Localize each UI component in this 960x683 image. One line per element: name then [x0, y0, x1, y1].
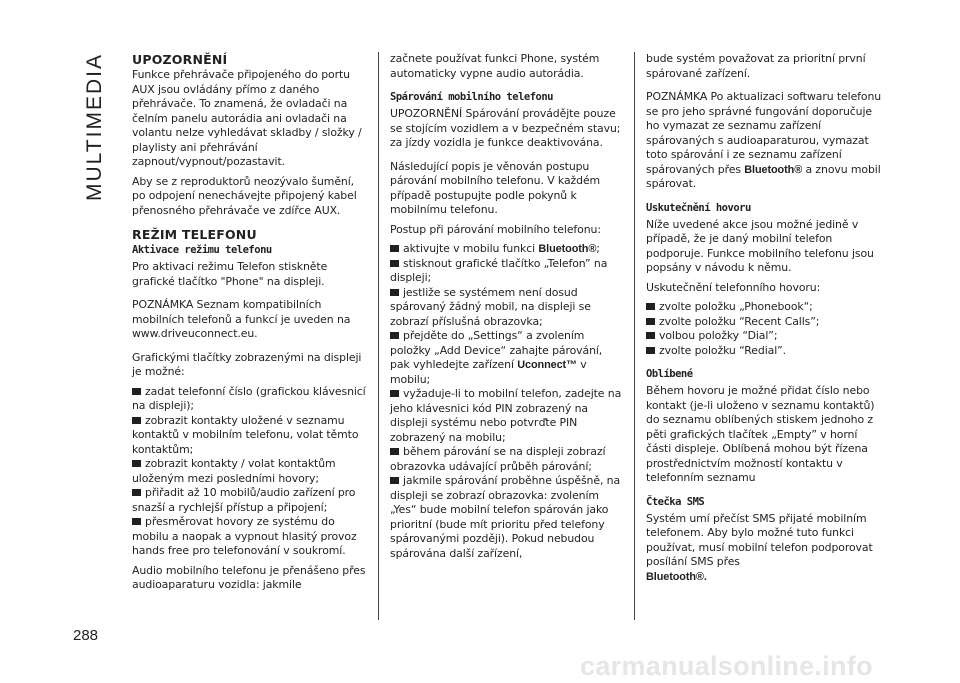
column-divider: [634, 52, 635, 620]
watermark-text: carmanualsonline.info: [580, 651, 873, 681]
list-item: jakmile spárování proběhne úspěšně, na displeji se zobrazí obrazovka: zvolením „Yes“ bude mobilní telefon spárován jako prioritní (bude mít prioritu před telefony spárovanými později). Pokud nebudou spárována další zařízení,: [390, 474, 621, 560]
list-item: aktivujte v mobilu funkci Bluetooth®;: [390, 242, 622, 257]
square-bullet-icon: [132, 518, 141, 525]
subheading-aktivace: Aktivace režimu telefonu: [132, 244, 272, 256]
column-divider: [378, 52, 379, 620]
paragraph: Pro aktivaci režimu Telefon stiskněte grafické tlačítko "Phone" na displeji.: [132, 260, 328, 288]
square-bullet-icon: [390, 332, 399, 339]
square-bullet-icon: [132, 489, 141, 496]
list-item: stisknout grafické tlačítko „Telefon” na displeji;: [390, 256, 608, 284]
text-column-2: [390, 52, 622, 566]
list-item: přiřadit až 10 mobilů/audio zařízení pro snazší a rychlejší přístup a připojení;: [132, 486, 356, 514]
list-item: vyžaduje-li to mobilní telefon, zadejte na jeho klávesnici kód PIN zobrazený na displeji systému nebo potvrďte PIN zobrazený na mobilu;: [390, 387, 622, 444]
list-item: během párování se na displeji zobrazí obrazovka udávající průběh párování;: [390, 445, 606, 473]
paragraph: Postup při párování mobilního telefonu:: [390, 222, 601, 236]
note-paragraph: UPOZORNĚNÍ Spárování provádějte pouze se stojícím vozidlem a v bezpečném stavu; za jízdy vozidla je funkce deaktivována.: [390, 107, 621, 149]
list-item: zobrazit kontakty uložené v seznamu kontaktů v mobilním telefonu, volat těmto kontaktům;: [132, 413, 359, 456]
subheading-sparovani: Spárování mobilního telefonu: [390, 91, 554, 103]
subheading-uskutecneni: Uskutečnění hovoru: [646, 201, 751, 214]
paragraph: Funkce přehrávače připojeného do portu AUX jsou ovládány přímo z daného přehrávače. To znamená, že ovladači na čelním panelu autorádia ani ovladači na volantu nelze vyhledávat skladby / složky / playlisty ani přehrávání zapnout/vypnout/pozastavit.: [132, 68, 362, 168]
square-bullet-icon: [646, 318, 655, 325]
paragraph: Systém umí přečíst SMS přijaté mobilním telefonem. Aby bylo možné tuto funkci používat, musí mobilní telefon podporovat posílání SMS přes Bluetooth®.: [646, 511, 873, 583]
bullet-list: [132, 385, 368, 559]
note-paragraph: POZNÁMKA Seznam kompatibilních mobilních telefonů a funkcí je uveden na www.driveuconnect.eu.: [132, 298, 351, 340]
list-item: zadat telefonní číslo (grafickou klávesnicí na displeji);: [132, 384, 366, 412]
list-item: zvolte položku “Recent Calls”;: [646, 315, 884, 330]
square-bullet-icon: [390, 245, 399, 252]
paragraph: bude systém považovat za prioritní první spárované zařízení.: [646, 52, 866, 80]
list-item: zobrazit kontakty / volat kontaktům uloženým mezi posledními hovory;: [132, 457, 336, 485]
paragraph: Grafickými tlačítky zobrazenými na displeji je možné:: [132, 350, 362, 378]
note-paragraph: POZNÁMKA Po aktualizaci softwaru telefonu se pro jeho správné fungování doporučuje ho vymazat ze seznamu zařízení spárovaných s audioaparaturou, vymazat toto spárování i ze seznamu zařízení spárovaných přes Bluetooth® a znovu mobil spárovat.: [646, 90, 882, 190]
square-bullet-icon: [646, 347, 655, 354]
square-bullet-icon: [390, 390, 399, 397]
text-column-1: [132, 52, 368, 598]
paragraph: Uskutečnění telefonního hovoru:: [646, 280, 821, 294]
square-bullet-icon: [132, 460, 141, 467]
paragraph: Aby se z reproduktorů neozývalo šumění, po odpojení nenechávejte připojený kabel přenosného přehrávače ve zdířce AUX.: [132, 174, 357, 217]
paragraph: Níže uvedené akce jsou možné jedině v případě, že je daný mobilní telefon podporuje. Funkce mobilního telefonu jsou popsány v návodu k němu.: [646, 217, 874, 274]
square-bullet-icon: [132, 388, 141, 395]
square-bullet-icon: [132, 417, 141, 424]
subheading-oblibene: Oblíbené: [646, 368, 693, 380]
paragraph: Během hovoru je možné přidat číslo nebo kontakt (je-li uloženo v seznamu kontaktů) do seznamu oblíbených stiskem jednoho z pěti grafických tlačítek „Empty” v horní části displeje. Oblíbená mohou být řízena prostřednictvím možností kontaktu v telefonním seznamu: [646, 384, 875, 484]
list-item: přejděte do „Settings“ a zvolením položky „Add Device“ zahajte párování, pak vyhledejte zařízení Uconnect™ v mobilu;: [390, 329, 603, 386]
square-bullet-icon: [390, 260, 399, 267]
paragraph: začnete používat funkci Phone, systém automaticky vypne audio autorádia.: [390, 52, 600, 80]
list-item: přesměrovat hovory ze systému do mobilu a naopak a vypnout hlasitý provoz hands free pro telefonování v soukromí.: [132, 515, 357, 557]
page-number: 288: [73, 627, 99, 644]
list-item: jestliže se systémem není dosud spárovaný žádný mobil, na displeji se zobrazí příslušná obrazovka;: [390, 285, 591, 328]
heading-upozorneni: UPOZORNĚNÍ: [132, 52, 228, 67]
list-item: zvolte položku “Redial”.: [646, 344, 884, 359]
paragraph: Následující popis je věnován postupu párování mobilního telefonu. V každém případě postupujte podle pokynů k mobilnímu telefonu.: [390, 159, 601, 216]
text-column-3: [646, 52, 884, 589]
bullet-list: [390, 242, 622, 561]
paragraph: Audio mobilního telefonu je přenášeno přes audioaparaturu vozidla: jakmile: [132, 563, 366, 591]
square-bullet-icon: [646, 332, 655, 339]
list-item: zvolte položku „Phonebook“;: [646, 300, 884, 315]
heading-rezim-telefonu: REŽIM TELEFONU: [132, 227, 257, 242]
section-side-title: MULTIMEDIA: [83, 53, 107, 201]
square-bullet-icon: [390, 477, 399, 484]
bullet-list: [646, 300, 884, 358]
square-bullet-icon: [390, 448, 399, 455]
list-item: volbou položky “Dial”;: [646, 329, 884, 344]
square-bullet-icon: [646, 303, 655, 310]
square-bullet-icon: [390, 289, 399, 296]
subheading-ctecka-sms: Čtečka SMS: [646, 495, 705, 508]
